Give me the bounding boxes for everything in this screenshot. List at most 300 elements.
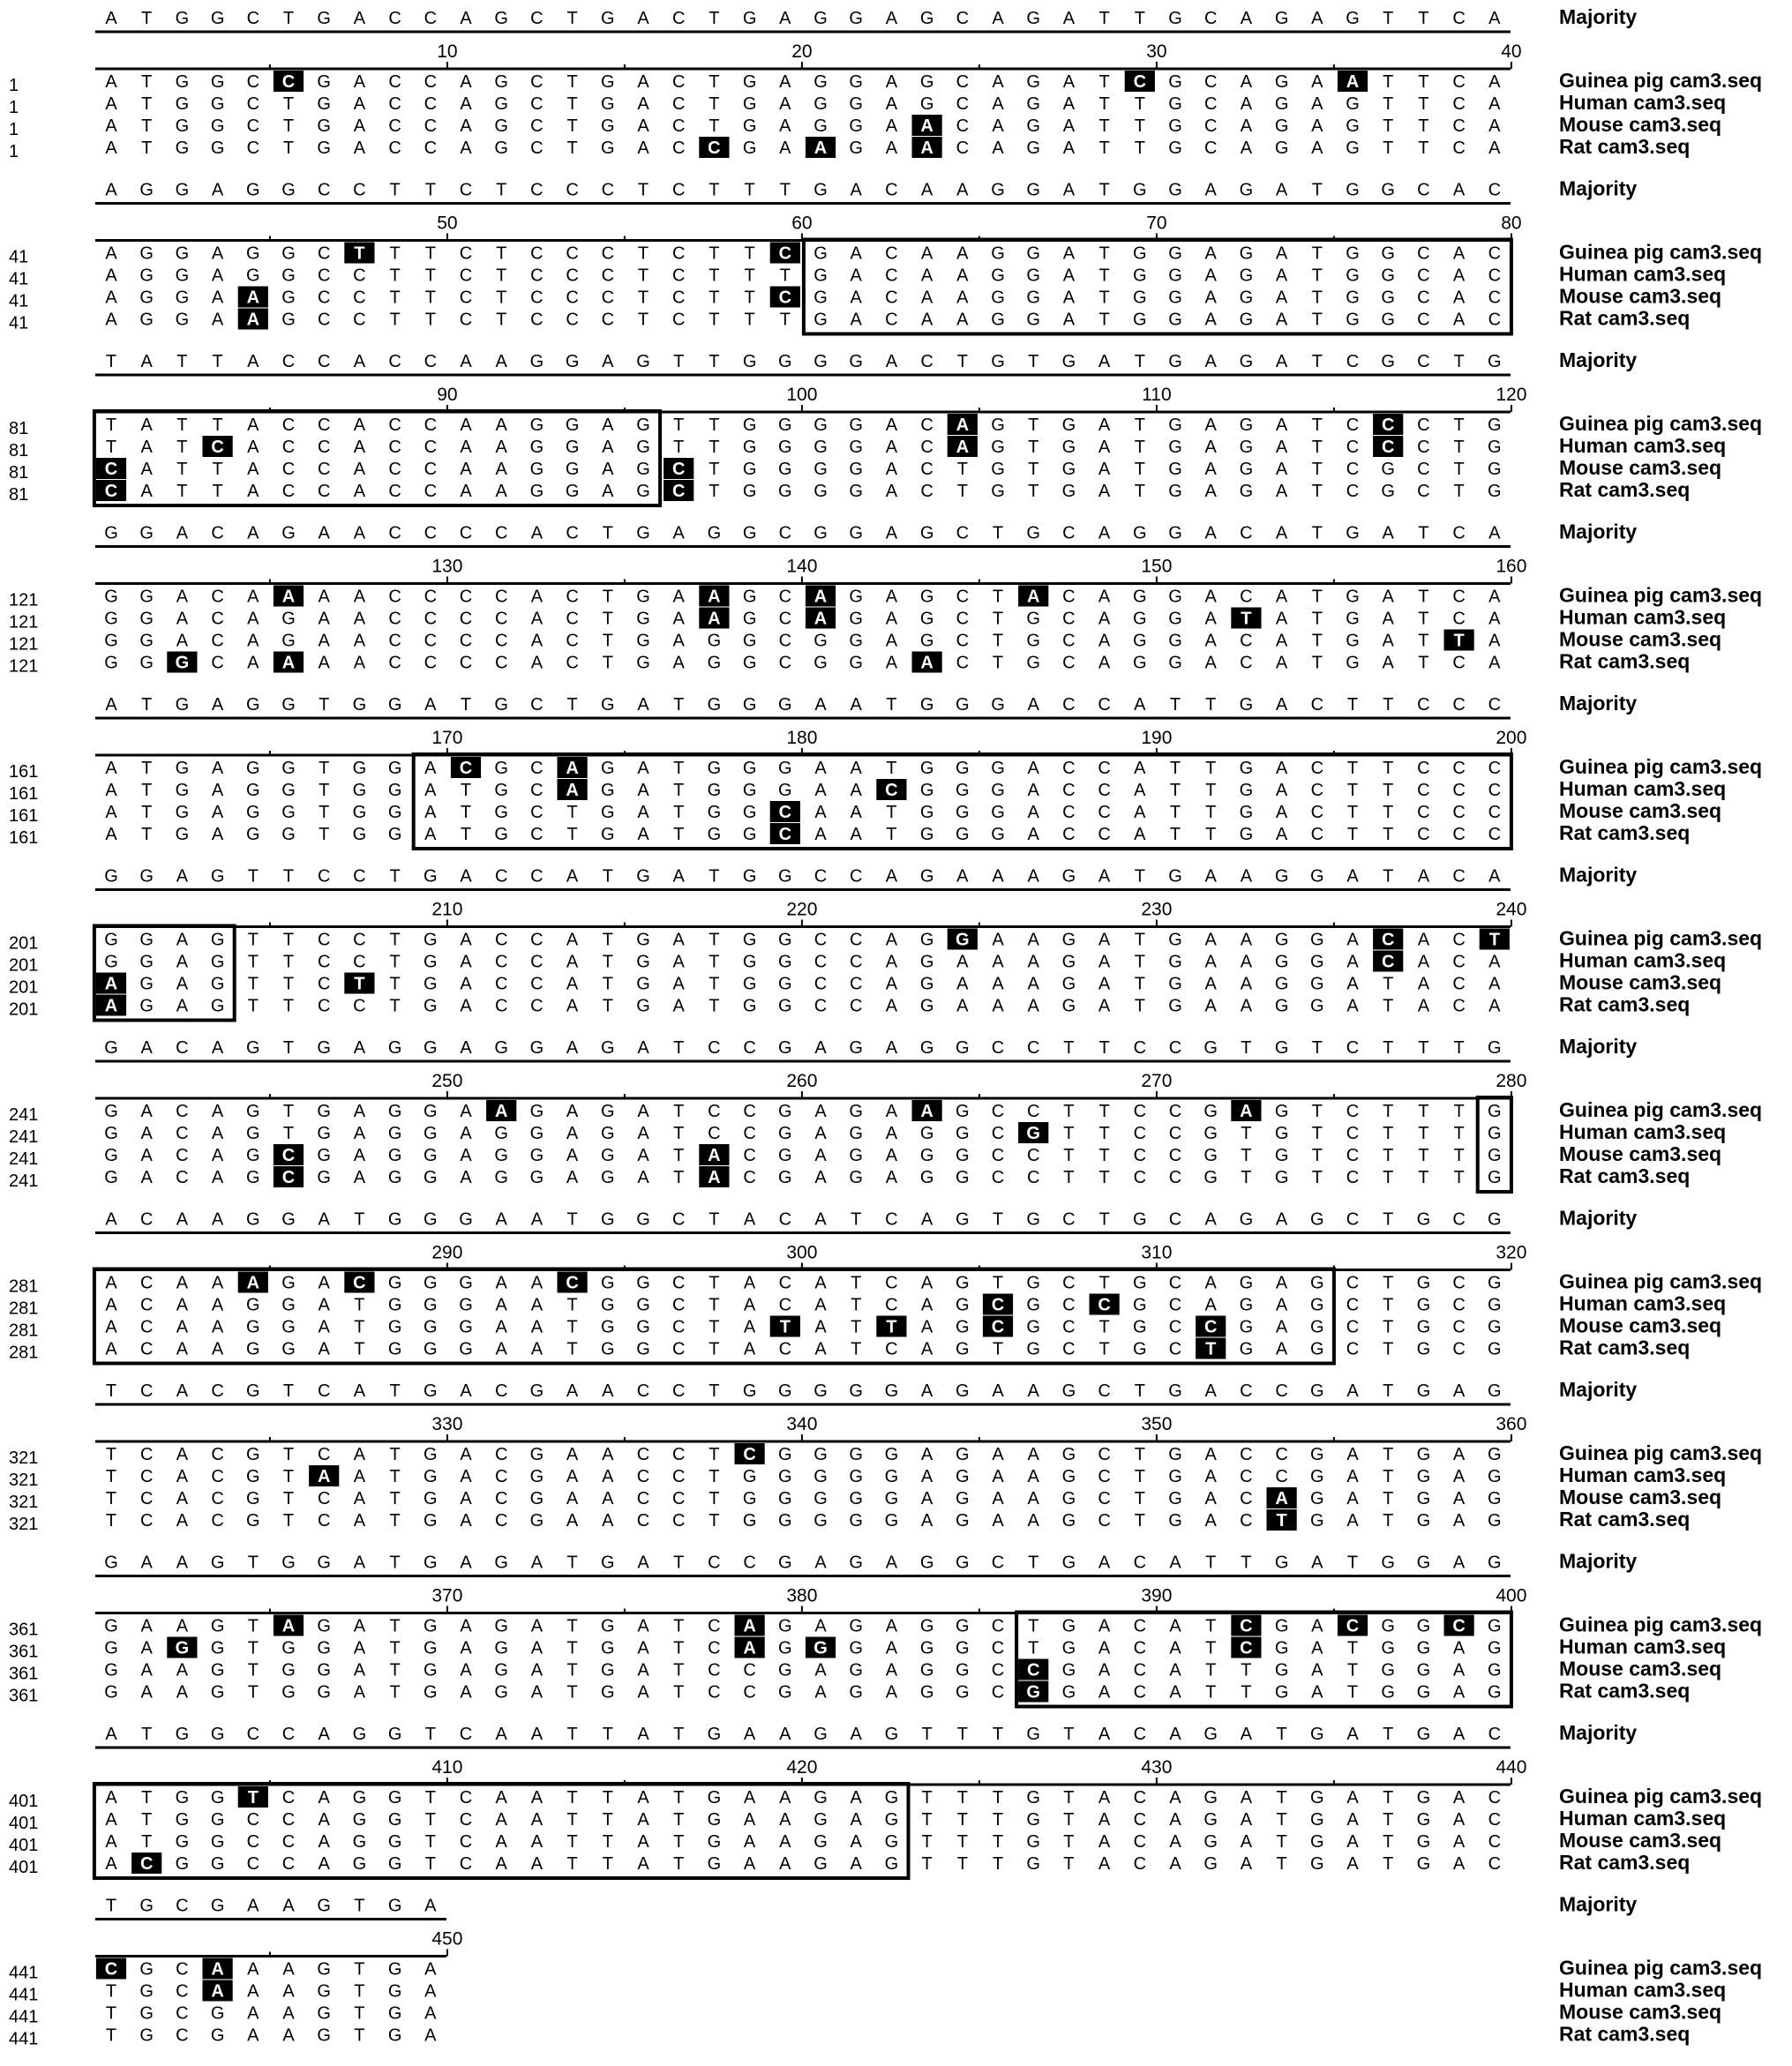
sequence-base: G [849,1682,863,1703]
sequence-base: G [1133,587,1147,607]
species-row [9,1164,1690,1191]
sequence-base: A [1134,759,1146,778]
majority-base: T [1383,866,1394,887]
sequence-base: C [530,996,544,1016]
sequence-base: G [139,631,154,651]
sequence-base: G [1133,1339,1147,1359]
majority-base: T [282,866,295,887]
sequence-base: A [920,1445,933,1464]
sequence-base: G [1488,482,1502,501]
sequence-base: G [1274,72,1289,92]
majority-base: G [1274,1553,1289,1573]
sequence-base: G [1239,825,1254,844]
sequence-base: C [1168,1339,1182,1359]
majority-base: G [1168,352,1182,371]
species-label: Human cam3.seq [1559,777,1727,800]
sequence-base: A [176,974,189,994]
sequence-base: G [601,1102,615,1121]
sequence-base: A [176,996,189,1016]
majority-base: T [1134,1381,1145,1401]
sequence-base: A [885,930,898,950]
sequence-base: G [175,759,190,778]
majority-base: A [850,1725,862,1744]
sequence-base: C [317,482,331,501]
majority-label: Majority [1559,1206,1638,1230]
mismatch-base: C [1240,1616,1253,1636]
sequence-base: A [495,1810,507,1830]
sequence-base: C [1488,1810,1502,1830]
sequence-base: G [281,609,296,629]
sequence-base: A [1169,1810,1181,1830]
majority-base: A [1134,695,1146,715]
sequence-base: C [1098,825,1111,844]
sequence-base: T [1383,1124,1394,1143]
sequence-base: A [1311,138,1323,158]
majority-base: A [956,866,969,887]
sequence-base: G [1310,1295,1324,1315]
sequence-base: C [494,1489,508,1508]
mismatch-base: C [1381,415,1395,435]
sequence-base: C [459,310,473,330]
sequence-base: A [1098,1660,1111,1680]
sequence-base: A [530,1273,544,1293]
species-label: Mouse cam3.seq [1559,1142,1722,1165]
sequence-base: C [246,138,260,158]
majority-base: G [246,1381,260,1401]
majority-base: T [389,1553,401,1573]
sequence-base: C [353,996,366,1016]
sequence-base: G [1381,1660,1395,1680]
sequence-base: G [1026,653,1040,673]
sequence-base: G [210,952,225,972]
species-row [9,69,1762,95]
sequence-base: C [778,1295,792,1315]
majority-base: A [1240,1725,1253,1744]
majority-base: G [1310,866,1324,887]
sequence-base: A [956,288,969,308]
sequence-base: G [601,1168,615,1187]
sequence-base: T [141,825,153,844]
sequence-base: G [956,1638,970,1658]
sequence-base: G [707,759,722,778]
sequence-base: C [1168,1124,1182,1143]
mismatch-base: C [1026,1660,1040,1680]
sequence-base: G [636,415,650,435]
ruler-number: 260 [786,1071,818,1091]
sequence-base: A [140,1124,153,1143]
sequence-base: A [460,1638,472,1658]
sequence-base: T [1418,609,1429,629]
sequence-base: C [1133,1660,1147,1680]
sequence-base: T [105,1511,117,1531]
sequence-base: A [105,1295,117,1315]
sequence-base: T [1383,1317,1394,1337]
species-label: Rat cam3.seq [1559,992,1691,1016]
majority-base: G [956,1209,970,1230]
mismatch-base: A [317,1467,331,1486]
sequence-base: A [1275,310,1288,330]
sequence-base: G [494,803,508,822]
sequence-base: A [1098,952,1111,972]
sequence-base: G [1026,1832,1040,1852]
sequence-base: A [105,243,117,264]
sequence-base: C [424,415,438,435]
sequence-base: C [139,1511,154,1531]
sequence-base: C [176,1146,189,1165]
sequence-base: G [849,1467,863,1486]
sequence-base: A [424,1981,437,2002]
sequence-base: C [1203,116,1218,136]
majority-base: A [885,866,898,887]
sequence-base: A [779,116,791,136]
sequence-base: A [1204,1467,1217,1486]
sequence-base: G [742,803,757,822]
majority-sequence [105,1210,1501,1230]
sequence-base: G [1274,1682,1289,1703]
sequence-base: A [814,825,827,844]
sequence-base: A [850,781,862,800]
sequence-base: G [849,631,863,651]
mismatch-base: A [566,781,579,800]
majority-base: G [814,9,828,28]
sequence-base: T [389,288,401,308]
sequence-base: T [709,243,720,264]
sequence-base: A [1452,1638,1466,1658]
sequence-base: T [496,243,507,264]
sequence-base: C [885,310,898,330]
sequence-base: G [636,1317,650,1337]
sequence-base: A [920,1489,933,1508]
sequence-base: T [992,1810,1004,1830]
sequence-base: C [1062,825,1076,844]
sequence-base: T [1453,438,1465,457]
sequence-base: C [176,1959,189,1980]
sequence-base: G [1168,116,1182,136]
sequence-base: A [814,1102,827,1121]
sequence-base: C [849,952,863,972]
species-row [9,755,1762,782]
majority-sequence [104,1553,1501,1573]
sequence-base: G [175,243,190,264]
sequence-base: G [601,1638,615,1658]
sequence-base: A [885,653,898,673]
sequence-base: T [141,72,153,92]
sequence-base: T [1418,94,1429,114]
sequence-base: T [1205,759,1217,778]
sequence-base: G [210,116,225,136]
sequence-base: G [1346,587,1360,607]
sequence-base: T [1063,1146,1075,1165]
majority-base: A [424,695,437,715]
ruler-number: 150 [1141,556,1173,577]
sequence-base: A [1204,930,1217,950]
majority-base: T [1418,1038,1429,1058]
sequence-base: A [1098,1788,1111,1808]
sequence-base: A [850,1788,862,1808]
sequence-base: G [104,609,118,629]
sequence-base: G [956,1339,970,1359]
sequence-base: G [1416,1788,1431,1808]
sequence-base: G [1346,116,1360,136]
sequence-base: A [885,1660,898,1680]
sequence-base: C [317,460,331,479]
sequence-base: T [212,482,223,501]
sequence-base: T [1098,94,1110,114]
species-label: Rat cam3.seq [1559,478,1691,501]
sequence-base: A [1275,1273,1288,1293]
sequence-base: G [742,631,757,651]
sequence-base: A [1275,631,1288,651]
sequence-base: G [1168,72,1182,92]
sequence-base: G [494,1682,508,1703]
sequence-base: A [1488,116,1501,136]
ruler-number: 10 [437,41,458,62]
majority-base: G [1488,1381,1502,1401]
sequence-base: A [672,609,685,629]
sequence-base: A [637,72,649,92]
sequence-base: C [388,438,401,457]
majority-base: G [1239,352,1254,371]
sequence-base: G [210,1682,225,1703]
sequence-base: C [991,1660,1005,1680]
sequence-base: T [354,1295,365,1315]
majority-base: T [992,1725,1004,1744]
majority-base: G [1203,1038,1218,1058]
sequence-base: T [709,1317,720,1337]
majority-base: T [602,523,613,543]
sequence-base: T [779,266,791,286]
sequence-base: G [1133,266,1147,286]
sequence-base: G [849,1489,863,1508]
majority-base: G [459,1209,473,1230]
sequence-base: T [566,1317,578,1337]
mismatch-base: C [743,1445,756,1464]
sequence-base: G [424,1339,438,1359]
sequence-base: G [742,482,757,501]
majority-sequence [104,524,1501,543]
sequence-base: G [1239,1295,1254,1315]
sequence-base: G [175,94,190,114]
sequence-base: T [851,1317,862,1337]
majority-base: G [1416,1209,1431,1230]
sequence-base: A [530,1854,544,1874]
sequence-base: A [530,587,544,607]
sequence-base: G [175,116,190,136]
majority-base: C [424,9,438,28]
sequence-base: C [530,243,544,264]
sequence-base: G [281,266,296,286]
majority-base: G [601,1038,615,1058]
sequence-base: C [1452,1317,1466,1337]
majority-base: C [281,352,296,371]
sequence-base: A [1452,1511,1466,1531]
majority-base: G [104,1553,118,1573]
sequence-base: T [779,310,791,330]
sequence-base: A [495,1854,507,1874]
sequence-base: A [779,94,791,114]
majority-base: A [566,1038,579,1058]
sequence-base: T [1134,138,1145,158]
majority-base: A [495,1209,507,1230]
sequence-base: G [1274,1124,1289,1143]
sequence-base: T [176,482,188,501]
sequence-base: G [459,1339,473,1359]
sequence-base: G [1168,653,1182,673]
sequence-base: C [139,1295,154,1315]
sequence-base: A [1452,1832,1466,1852]
sequence-base: C [1062,759,1076,778]
majority-base: C [459,523,473,543]
sequence-base: G [387,1168,402,1187]
sequence-base: G [1346,266,1360,286]
majority-base: A [247,352,259,371]
sequence-base: A [1204,460,1217,479]
sequence-base: G [742,138,757,158]
majority-base: G [387,1896,402,1916]
majority-base: G [1168,180,1182,200]
sequence-base: A [353,1489,366,1508]
sequence-base: G [1168,609,1182,629]
sequence-base: A [885,1682,898,1703]
sequence-base: G [814,1810,828,1830]
majority-base: T [424,1725,436,1744]
sequence-base: G [956,1489,970,1508]
majority-base: A [920,1381,933,1401]
sequence-base: G [1274,1616,1289,1636]
sequence-base: G [1026,243,1040,264]
sequence-base: A [1204,952,1217,972]
majority-base: G [210,1896,225,1916]
majority-base: T [673,695,685,715]
sequence-base: G [352,1854,367,1874]
sequence-base: G [1310,1511,1324,1531]
sequence-base: A [211,1339,224,1359]
majority-base: C [494,523,508,543]
sequence-base: A [566,930,579,950]
ruler-number: 360 [1496,1414,1527,1434]
sequence-base: T [1346,759,1359,778]
majority-base: G [1168,1381,1182,1401]
row-start-number: 401 [9,1814,39,1833]
species-label: Guinea pig cam3.seq [1559,1441,1763,1464]
sequence-base: A [460,974,472,994]
majority-base: C [1452,866,1466,887]
species-row [9,2001,1721,2027]
sequence-base: A [530,1339,544,1359]
sequence-base: T [424,1832,436,1852]
sequence-base: C [246,72,260,92]
sequence-base: A [353,609,366,629]
majority-sequence [106,1897,437,1916]
sequence-base: A [1240,1788,1253,1808]
majority-base: A [530,1725,544,1744]
sequence-base: A [743,1788,756,1808]
sequence-base: G [317,1638,331,1658]
majority-base: C [211,523,224,543]
sequence-base: T [1383,974,1394,994]
sequence-base: G [601,803,615,822]
sequence-base: T [1134,996,1145,1016]
majority-base: G [387,1725,402,1744]
sequence-base: G [529,1168,544,1187]
majority-base: A [105,695,117,715]
majority-sequence [104,867,1501,887]
majority-base: T [1063,1725,1075,1744]
sequence-base: G [494,825,508,844]
sequence-base: G [636,1339,650,1359]
sequence-base: G [1416,1616,1431,1636]
sequence-base: G [814,94,828,114]
sequence-base: A [885,1168,898,1187]
sequence-base: A [637,1638,649,1658]
sequence-base: G [1133,1295,1147,1315]
sequence-base: A [992,116,1004,136]
sequence-base: G [991,288,1005,308]
sequence-base: C [530,288,544,308]
species-row [9,1314,1721,1341]
species-label: Human cam3.seq [1559,1120,1727,1143]
majority-base: C [459,180,473,200]
sequence-base: G [317,2025,331,2046]
sequence-base: A [1098,1810,1111,1830]
sequence-base: T [992,609,1004,629]
sequence-base: C [1452,1295,1466,1315]
sequence-base: A [566,952,579,972]
sequence-base: G [175,310,190,330]
sequence-base: G [919,1168,934,1187]
sequence-base: T [673,825,685,844]
sequence-base: G [778,781,792,800]
sequence-base: G [1239,803,1254,822]
sequence-base: A [672,930,685,950]
sequence-base: A [247,609,259,629]
sequence-base: C [1098,781,1111,800]
majority-base: A [1346,1725,1359,1744]
sequence-base: G [175,1788,190,1808]
majority-base: T [1134,866,1145,887]
majority-base: A [885,352,898,371]
ruler-number: 380 [786,1585,818,1606]
sequence-base: C [1026,1146,1040,1165]
majority-base: A [353,523,366,543]
mismatch-base: C [1346,1616,1360,1636]
sequence-base: G [742,825,757,844]
sequence-base: C [176,1168,189,1187]
sequence-base: C [566,609,579,629]
majority-base: A [779,9,791,28]
majority-base: T [956,1725,968,1744]
sequence-base: T [247,1660,259,1680]
sequence-base: G [1026,72,1040,92]
species-label: Mouse cam3.seq [1559,627,1722,651]
sequence-base: T [1311,415,1323,435]
sequence-base: G [246,1467,260,1486]
sequence-base: G [849,1168,863,1187]
sequence-base: T [282,1445,295,1464]
sequence-base: T [709,1273,720,1293]
mismatch-base: C [671,482,686,501]
majority-base: G [281,1553,296,1573]
sequence-base: A [1311,1638,1323,1658]
majority-base: G [1274,1038,1289,1058]
majority-base: T [1311,352,1323,371]
sequence-base: C [424,482,438,501]
majority-base: C [1203,9,1218,28]
species-label: Guinea pig cam3.seq [1559,755,1763,778]
sequence-base: A [1204,1511,1217,1531]
sequence-base: T [566,1616,578,1636]
sequence-base: G [1168,482,1182,501]
